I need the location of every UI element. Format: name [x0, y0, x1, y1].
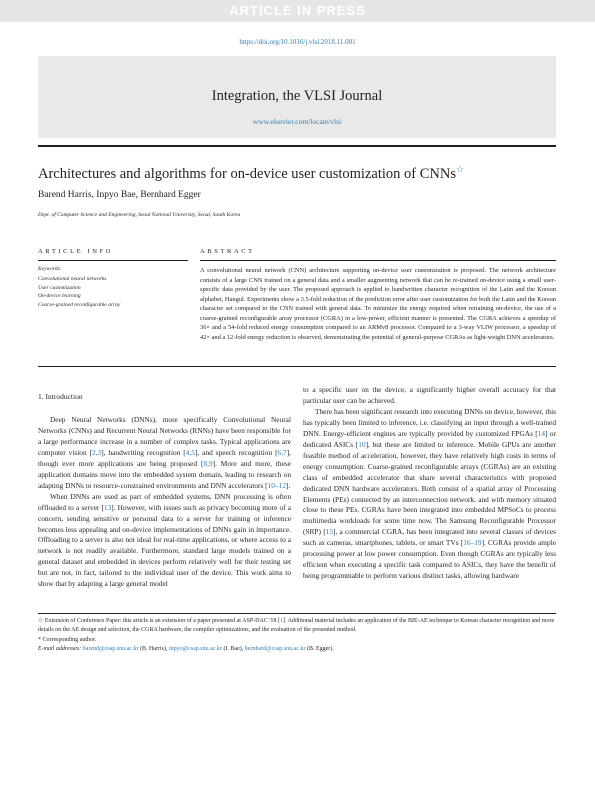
body-column-left — [38, 415, 291, 590]
author-list: Barend Harris, Inpyo Bae, Bernhard Egger — [38, 190, 201, 200]
citation-link[interactable]: 15 — [325, 527, 333, 537]
journal-url-link[interactable]: www.elsevier.com/locate/vlsi — [252, 117, 342, 126]
citation-link[interactable]: 10–12 — [267, 480, 286, 490]
keywords-label: Keywords: — [38, 266, 62, 272]
affiliation: Dept. of Computer Science and Engineering, Seoul National University, Seoul, South Korea — [38, 212, 241, 218]
body-column-right — [303, 385, 556, 582]
footnote-emails: E-mail addresses: barend@csap.snu.ac.kr (B. Harris), inpyo@csap.snu.ac.kr (I. Bae), bernhard@csap.snu.ac.kr (B. Egger). — [38, 646, 334, 653]
citation-link[interactable]: 1 — [279, 618, 283, 624]
paragraph: Deep Neural Networks (DNNs), more specifically Convolutional Neural Networks (CNNs) and Recurrent Neural Networks (RNNs) have been responsible for a large performance increase in a number of complex tasks. Typical applications are computer vision [2,3], handwriting recognition [4,5], and speech recognition [6,7], though ever more applications are being proposed [8,9]. More and more, these application domains move into the embedded system domain, leading to research on adapting DNNs to resource-constrained environments and DNN accelerators [10–12]. — [38, 415, 292, 490]
keyword-item: Convolutional neural networks — [38, 276, 107, 282]
journal-title: Integration, the VLSI Journal — [211, 88, 383, 104]
email-link[interactable]: bernhard@csap.snu.ac.kr — [244, 646, 306, 653]
abstract-heading: ABSTRACT — [200, 248, 255, 255]
header-rule — [38, 145, 556, 147]
title-footnote-mark[interactable]: ☆ — [455, 164, 465, 174]
article-info-heading: ARTICLE INFO — [38, 248, 114, 255]
email-link[interactable]: barend@csap.snu.ac.kr — [82, 646, 139, 653]
keyword-item: On-device learning — [38, 293, 81, 299]
footnote-rule — [38, 613, 556, 614]
citation-link[interactable]: 2,3 — [92, 447, 102, 457]
citation-link[interactable]: 14 — [537, 428, 546, 438]
footnote-corresponding: * Corresponding author. — [38, 636, 97, 643]
email-label: E-mail addresses: — [38, 646, 82, 653]
citation-link[interactable]: 16–19 — [463, 538, 482, 548]
footnote-extension: ☆ Extension of Conference Paper: this article is an extension of a paper presented at ASP-DAC '18 [1]. Additional material includes an application of the BIE-AE technique to Korean character recognition and more details on the AE design and selection, the CGRA hardware, the compiler optimizations, and the evaluation of the presented method. — [38, 618, 555, 634]
keyword-item: Coarse-grained reconfigurable array — [38, 301, 121, 308]
abstract-rule — [200, 260, 556, 261]
paragraph: When DNNs are used as part of embedded systems, DNN processing is often offloaded to a server [13]. However, with issues such as privacy becoming more of a concern, sending sensitive or personal data to a server for training or inference becomes less appealing and on-device implementations of DNNs gain in importance. Offloading to a server is also not ideal for real-time applications, or where access to a network is not readily available. Furthermore, standard large models trained on a general dataset and embedded in devices perform relatively well for their testing set but are not, in fact, tailored to the individual user of the device. This work aims to show that by adapting a large general model — [38, 491, 291, 589]
article-title — [38, 164, 556, 183]
citation-link[interactable]: 6,7 — [277, 447, 287, 457]
citation-link[interactable]: 8,9 — [203, 458, 213, 468]
section-heading-introduction: 1. Introduction — [38, 392, 83, 401]
doi-link[interactable]: https://doi.org/10.1016/j.vlsi.2018.11.001 — [239, 38, 356, 46]
abstract-text: A convolutional neural network (CNN) architecture supporting on-device user customization is proposed. The network architecture consists of a large CNN trained on a general data and a smaller augmenting network that can be re-trained on-device using a small user-specific data provided by the user. The proposed approach is applied to handwritten character recognition of the Latin and the Korean alphabet, Hangul. Experiments show a 3.5-fold reduction of the prediction error after user customization for both the Latin and the Korean character set compared to the CNN trained with general data. To minimize the energy required when retraining on-device, the use of a coarse-grained reconfigurable array processor (CGRA) in a low-power, efficient manner is presented. The CGRA achieves a speedup of 36× and a 54-fold reduced energy consumption compared to an ARMv8 processor. Compared to a 3-way VLIW processor, a speedup of 42× and a 12-fold energy reduction is observed, demonstrating the potential of general-purpose CGRAs as light-weight DNN accelerators. — [200, 267, 556, 341]
citation-link[interactable]: 10 — [358, 439, 366, 449]
article-in-press-banner: ARTICLE IN PRESS — [0, 0, 595, 22]
email-link[interactable]: inpyo@csap.snu.ac.kr — [168, 646, 222, 653]
article-title-text: Architectures and algorithms for on-device user customization of CNNs — [38, 165, 456, 182]
abstract-bottom-rule — [38, 366, 556, 367]
citation-link[interactable]: 4,5 — [185, 447, 195, 457]
article-info-rule — [38, 260, 188, 261]
citation-link[interactable]: 13 — [103, 502, 112, 512]
paragraph: There has been significant research into executing DNNs on device, however, this has typically been limited to inference, i.e. classifying an input through a well-trained DNN. Energy-efficient engines are typically provided by customized FPGAs [14] or dedicated ASICs [10], but these are limited to inference. Mobile GPUs are another feasible method of acceleration, however, they have relatively high costs in terms of energy consumption. Coarse-grained reconfigurable arrays (CGRAs) are an existing class of embedded accelerator that share several characteristics with proposed dedicated DNN hardware accelerators. Both consist of a spatial array of Processing Elements (PEs) connected by an interconnection network, and with memory situated close to these PEs. CGRAs have been integrated into embedded MPSoCs to process multimedia workloads for some time now. The Samsung Reconfigurable Processor (SRP) [15], a commercial CGRA, has been integrated into several classes of devices such as cameras, smartphones, tablets, or smart TVs [16–19]. CGRAs provide ample processing power at low power consumption. Even though CGRAs are typically less efficient when executing a specific task compared to ASICs, they have the benefit of being programmable to perform various distinct tasks, allowing hardware — [303, 406, 557, 581]
footnotes — [38, 617, 556, 655]
keyword-item: User customization — [38, 284, 81, 291]
paragraph: to a specific user on the device, a significantly higher overall accuracy for that particular user can be achieved. — [303, 385, 556, 405]
